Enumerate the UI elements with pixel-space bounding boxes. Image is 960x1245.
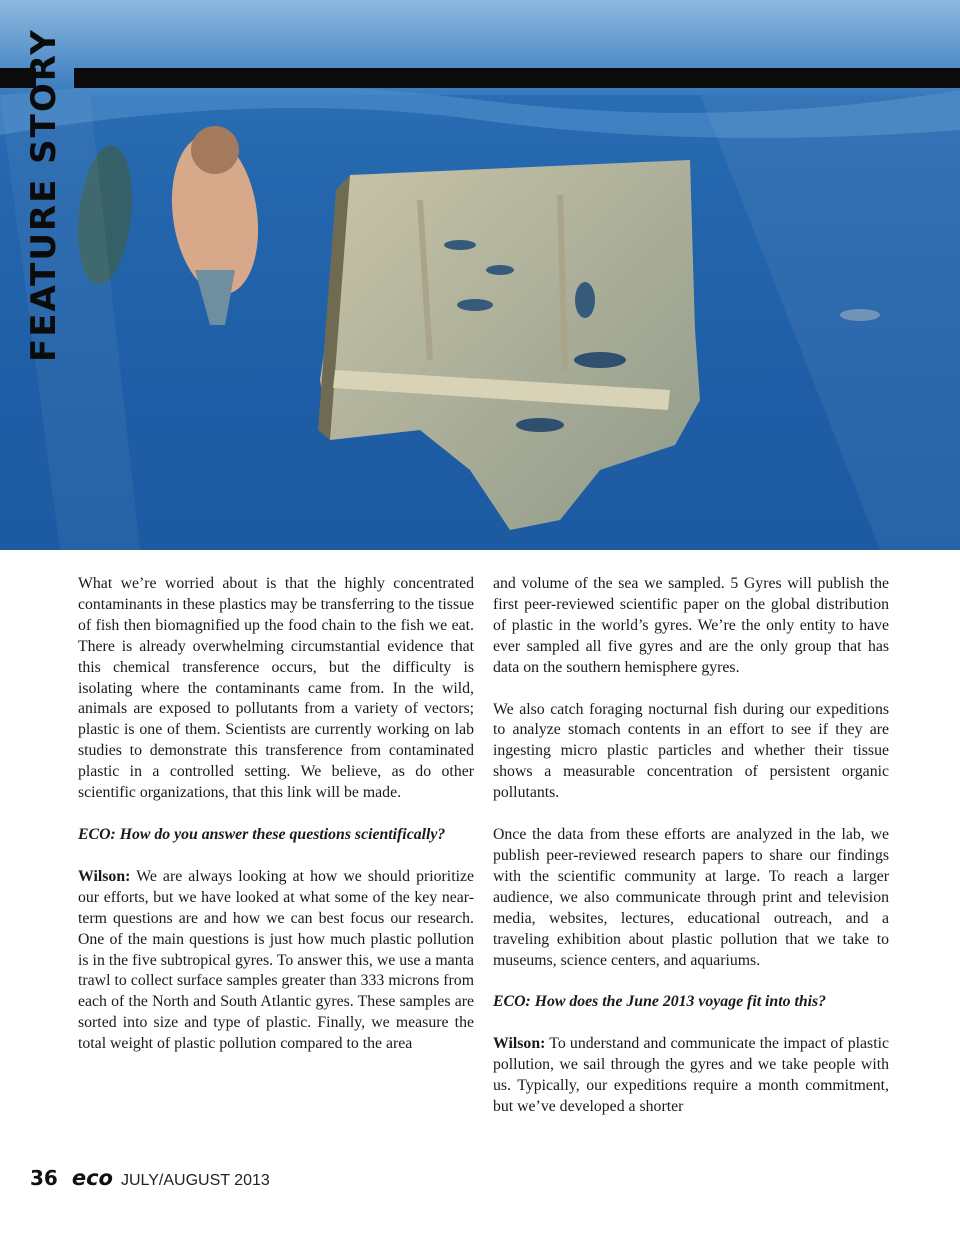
page-footer (30, 1166, 270, 1194)
magazine-name: eco (71, 1166, 113, 1190)
header-rule-right (74, 68, 960, 88)
section-label: FEATURE STORY (24, 28, 64, 362)
interview-answer (493, 1034, 889, 1118)
interview-answer (78, 867, 474, 1055)
interview-question: ECO: How do you answer these questions scientifically? (78, 825, 446, 843)
speaker-label: Wilson: (78, 867, 131, 885)
article-column-right (493, 574, 889, 1139)
page-number: 36 (30, 1166, 58, 1190)
answer-text: We are always looking at how we should prioritize our efforts, but we have looked at what some of the key near-term questions are and how we can best focus our research. One of the main questions is just how much plastic pollution is in the five subtropical gyres. To answer this, we use a manta trawl to collect surface samples greater than 333 microns from each of the North and South Atlantic gyres. These samples are sorted into size and type of plastic. Finally, we measure the total weight of plastic pollution compared to the area (78, 867, 474, 1053)
article-column-left (78, 574, 474, 1076)
paragraph: and volume of the sea we sampled. 5 Gyres will publish the first peer-reviewed scientific paper on the global distribution of plastic in the world’s gyres. We’re the only entity to have ever sampled all five gyres and are the only group that has data on the southern hemisphere gyres. (493, 575, 889, 676)
answer-text: To understand and communicate the impact of plastic pollution, we sail through the gyres and we take people with us. Typically, our expeditions require a month commitment, but we’ve developed a shorter (493, 1035, 889, 1116)
speaker-label: Wilson: (493, 1035, 546, 1053)
interview-question: ECO: How does the June 2013 voyage fit into this? (493, 993, 827, 1011)
issue-date: JULY/AUGUST 2013 (120, 1172, 270, 1189)
paragraph: Once the data from these efforts are analyzed in the lab, we publish peer-reviewed research papers to share our findings with the scientific community at large. To reach a larger audience, we also communicate through print and television media, websites, lectures, educational outreach, and a traveling exhibition about plastic pollution that we take to museums, science centers, and aquariums. (493, 826, 889, 969)
paragraph: What we’re worried about is that the highly concentrated contaminants in these plastics may be transferring to the tissue of fish then biomagnified up the food chain to the fish we eat. There is already overwhelming circumstantial evidence that this chemical transference occurs, but the difficulty is isolating where the contaminants came from. In the wild, animals are exposed to pollutants from a variety of vectors; plastic is one of them. Scientists are currently working on lab studies to demonstrate this transference from contaminated plastic in a controlled setting. We believe, as do other scientific organizations, that this link will be made. (78, 575, 474, 802)
paragraph: We also catch foraging nocturnal fish during our expeditions to analyze stomach contents in an effort to see if they are ingesting micro plastic particles and whether their tissue shows a measurable concentration of persistent organic pollutants. (493, 700, 889, 802)
